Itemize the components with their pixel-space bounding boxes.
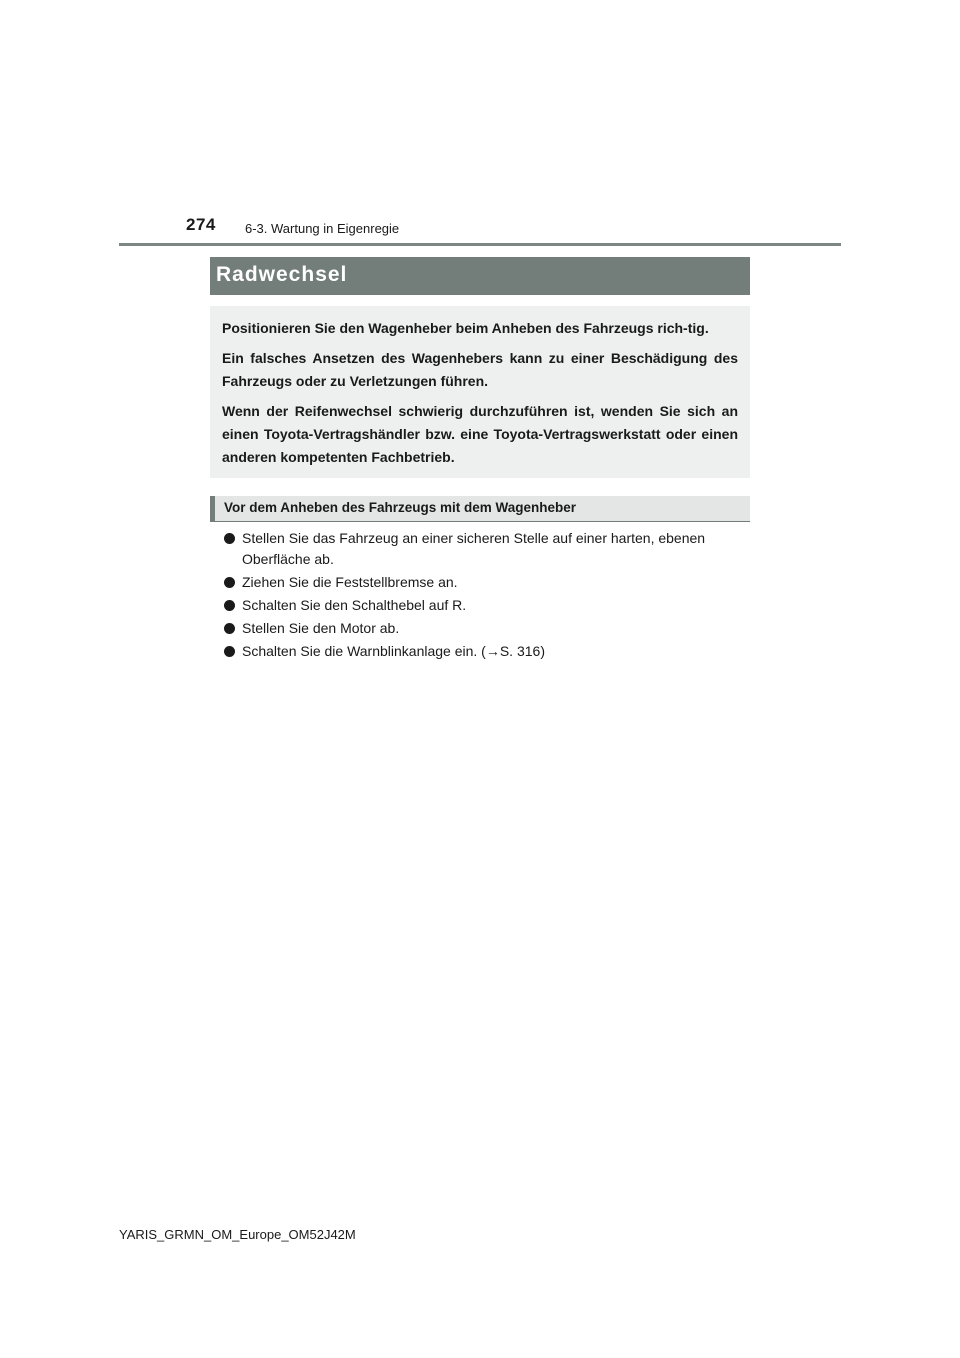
page-title: Radwechsel (210, 257, 750, 295)
intro-paragraph: Wenn der Reifenwechsel schwierig durchzuführen ist, wenden Sie sich an einen Toyota-Vertragshändler bzw. eine Toyota-Vertragswerkstatt oder einen anderen kompetenten Fachbetrieb. (222, 403, 738, 465)
list-item-text: Schalten Sie den Schalthebel auf R. (242, 597, 467, 613)
bullet-icon (224, 577, 235, 588)
document-id: YARIS_GRMN_OM_Europe_OM52J42M (119, 1227, 356, 1242)
list-item (224, 528, 750, 570)
intro-paragraph: Positionieren Sie den Wagenheber beim Anheben des Fahrzeugs rich-tig. (222, 320, 709, 336)
intro-box (210, 306, 750, 478)
header-divider (119, 243, 841, 246)
list-item-text: Ziehen Sie die Feststellbremse an. (242, 574, 458, 590)
list-item-text: Stellen Sie den Motor ab. (242, 620, 400, 636)
subsection-heading: Vor dem Anheben des Fahrzeugs mit dem Wagenheber (210, 496, 750, 522)
page-number: 274 (186, 215, 216, 234)
bullet-icon (224, 646, 235, 657)
bullet-icon (224, 600, 235, 611)
intro-paragraph: Ein falsches Ansetzen des Wagenhebers kann zu einer Beschädigung des Fahrzeugs oder zu Verletzungen führen. (222, 350, 738, 389)
list-item (224, 641, 750, 662)
bullet-list (224, 528, 750, 664)
list-item (224, 595, 750, 616)
section-breadcrumb: 6-3. Wartung in Eigenregie (245, 221, 400, 236)
list-item (224, 572, 750, 593)
bullet-icon (224, 623, 235, 634)
bullet-icon (224, 533, 235, 544)
list-item (224, 618, 750, 639)
list-item-text: Stellen Sie das Fahrzeug an einer sicheren Stelle auf einer harten, ebenen Oberfläche ab. (242, 530, 706, 567)
list-item-text: Schalten Sie die Warnblinkanlage ein. (→S. 316) (242, 643, 545, 659)
